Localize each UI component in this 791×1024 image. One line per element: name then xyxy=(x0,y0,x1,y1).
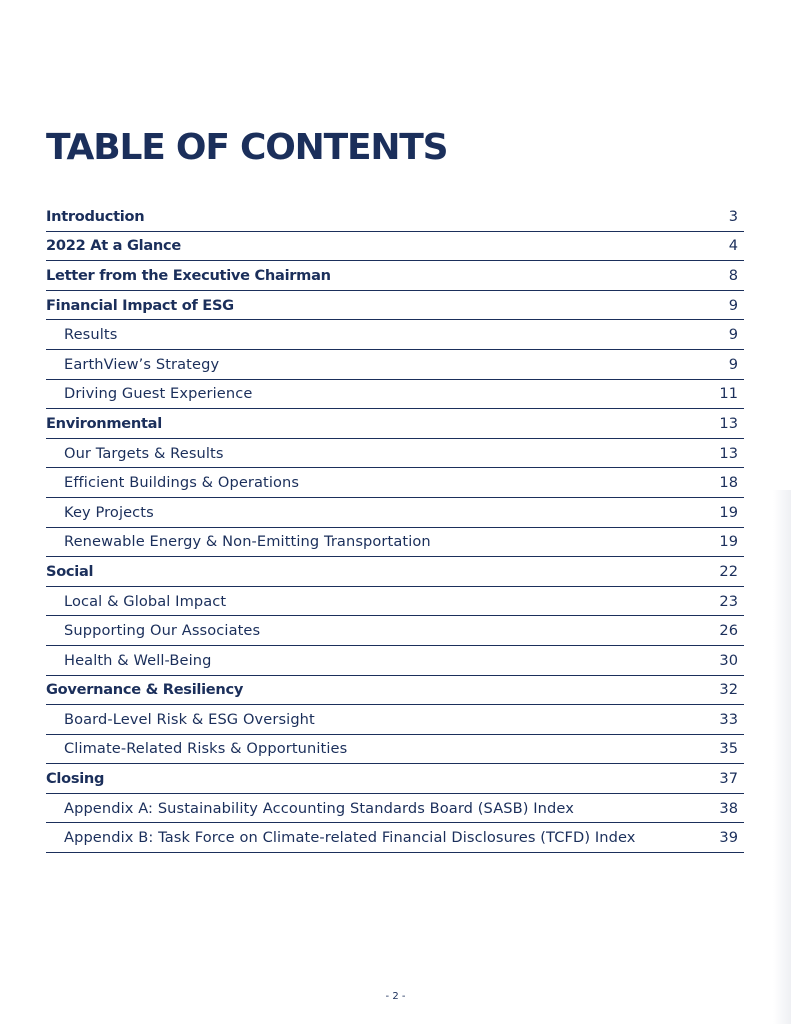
page-edge-shadow xyxy=(773,490,791,1024)
toc-entry-label: Introduction xyxy=(46,207,145,225)
toc-entry-page-number: 35 xyxy=(719,740,738,758)
toc-entry-page-number: 11 xyxy=(719,385,738,403)
toc-entry-page-number: 19 xyxy=(719,533,738,551)
toc-entry-page-number: 9 xyxy=(728,355,738,373)
toc-subsection-row[interactable] xyxy=(46,794,744,824)
table-of-contents xyxy=(46,202,744,853)
toc-entry-label: Appendix A: Sustainability Accounting Standards Board (SASB) Index xyxy=(64,799,574,817)
toc-subsection-row[interactable] xyxy=(46,468,744,498)
toc-entry-page-number: 18 xyxy=(719,474,738,492)
toc-entry-page-number: 33 xyxy=(719,710,738,728)
toc-entry-label: Local & Global Impact xyxy=(64,592,227,610)
toc-entry-page-number: 38 xyxy=(719,799,738,817)
toc-subsection-row[interactable] xyxy=(46,350,744,380)
toc-subsection-row[interactable] xyxy=(46,616,744,646)
toc-entry-page-number: 32 xyxy=(719,681,738,699)
toc-subsection-row[interactable] xyxy=(46,735,744,765)
toc-entry-label: Driving Guest Experience xyxy=(64,385,253,403)
toc-section-row[interactable] xyxy=(46,202,744,232)
toc-entry-page-number: 9 xyxy=(728,296,738,314)
toc-entry-label: Results xyxy=(64,326,118,344)
toc-subsection-row[interactable] xyxy=(46,587,744,617)
toc-subsection-row[interactable] xyxy=(46,528,744,558)
toc-entry-label: 2022 At a Glance xyxy=(46,237,181,255)
page-number-footer: - 2 - xyxy=(385,991,406,1002)
page-title: TABLE OF CONTENTS xyxy=(46,127,448,168)
toc-entry-label: EarthView’s Strategy xyxy=(64,355,220,373)
toc-entry-label: Renewable Energy & Non-Emitting Transportation xyxy=(64,533,431,551)
toc-entry-label: Our Targets & Results xyxy=(64,444,224,462)
toc-section-row[interactable] xyxy=(46,261,744,291)
toc-section-row[interactable] xyxy=(46,557,744,587)
toc-entry-label: Appendix B: Task Force on Climate-related Financial Disclosures (TCFD) Index xyxy=(64,829,636,847)
toc-entry-label: Supporting Our Associates xyxy=(64,622,261,640)
toc-subsection-row[interactable] xyxy=(46,646,744,676)
toc-entry-page-number: 23 xyxy=(719,592,738,610)
toc-entry-label: Climate-Related Risks & Opportunities xyxy=(64,740,348,758)
toc-entry-label: Closing xyxy=(46,770,105,788)
toc-entry-label: Board-Level Risk & ESG Oversight xyxy=(64,710,315,728)
toc-subsection-row[interactable] xyxy=(46,439,744,469)
toc-entry-page-number: 13 xyxy=(719,414,738,432)
toc-section-row[interactable] xyxy=(46,291,744,321)
toc-entry-page-number: 19 xyxy=(719,503,738,521)
toc-entry-label: Key Projects xyxy=(64,503,154,521)
toc-entry-label: Environmental xyxy=(46,414,162,432)
toc-entry-label: Governance & Resiliency xyxy=(46,681,244,699)
toc-entry-page-number: 30 xyxy=(719,651,738,669)
toc-entry-page-number: 37 xyxy=(719,770,738,788)
toc-entry-page-number: 3 xyxy=(728,207,738,225)
toc-section-row[interactable] xyxy=(46,764,744,794)
toc-subsection-row[interactable] xyxy=(46,320,744,350)
toc-entry-label: Financial Impact of ESG xyxy=(46,296,234,314)
toc-section-row[interactable] xyxy=(46,232,744,262)
toc-entry-label: Social xyxy=(46,562,94,580)
toc-entry-label: Health & Well-Being xyxy=(64,651,212,669)
toc-entry-page-number: 39 xyxy=(719,829,738,847)
toc-entry-page-number: 8 xyxy=(728,266,738,284)
toc-subsection-row[interactable] xyxy=(46,380,744,410)
toc-subsection-row[interactable] xyxy=(46,498,744,528)
toc-section-row[interactable] xyxy=(46,409,744,439)
toc-entry-page-number: 4 xyxy=(728,237,738,255)
toc-entry-label: Efficient Buildings & Operations xyxy=(64,474,300,492)
toc-subsection-row[interactable] xyxy=(46,823,744,853)
toc-subsection-row[interactable] xyxy=(46,705,744,735)
toc-entry-page-number: 13 xyxy=(719,444,738,462)
toc-entry-label: Letter from the Executive Chairman xyxy=(46,266,331,284)
toc-section-row[interactable] xyxy=(46,676,744,706)
toc-entry-page-number: 22 xyxy=(719,562,738,580)
toc-entry-page-number: 26 xyxy=(719,622,738,640)
toc-entry-page-number: 9 xyxy=(728,326,738,344)
